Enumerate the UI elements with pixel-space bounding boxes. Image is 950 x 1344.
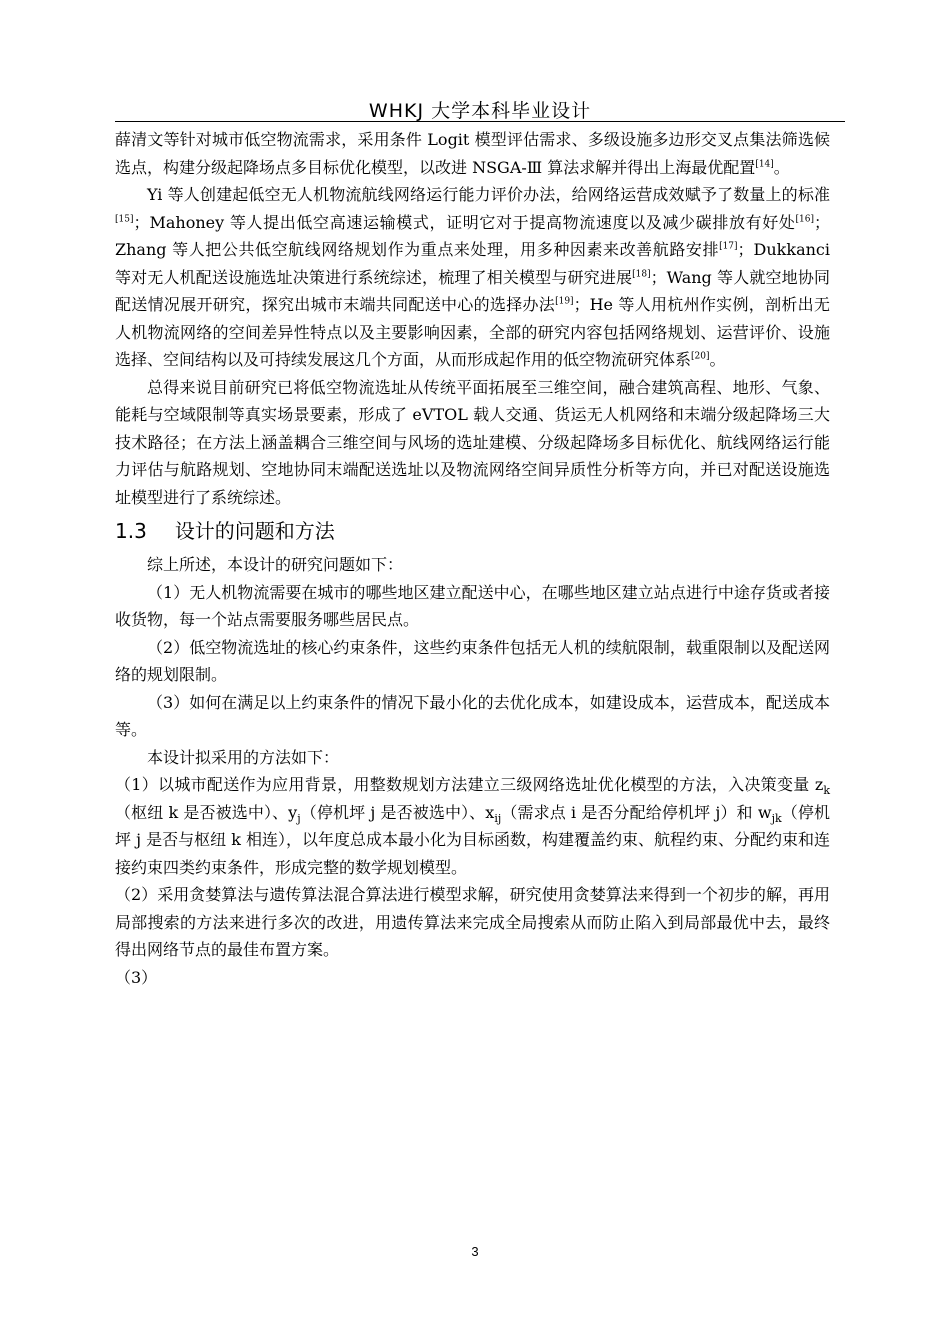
- citation-ref: [20]: [691, 351, 710, 362]
- paragraph-text: （1）以城市配送作为应用背景，用整数规划方法建立三级网络选址优化模型的方法，入决策变量 z: [115, 775, 824, 794]
- paragraph-summary: 总得来说目前研究已将低空物流选址从传统平面拓展至三维空间，融合建筑高程、地形、气象、能耗与空域限制等真实场景要素，形成了 eVTOL 载人交通、货运无人机网络和末端分级起降场三大技术路径；在方法上涵盖耦合三维空间与风场的选址建模、分级起降场多目标优化、航线网络运行能力评估与航路规划、空地协同末端配送选址以及物流网络空间异质性分析等方向，并已对配送设施选址模型进行了系统综述。: [115, 377, 830, 507]
- paragraph-method-2: （2）采用贪婪算法与遗传算法混合算法进行模型求解，研究使用贪婪算法来得到一个初步的解，再用局部搜索的方法来进行多次的改进，用遗传算法来完成全局搜索从而防止陷入到局部最优中去，最终得出网络节点的最佳布置方案。: [115, 885, 830, 959]
- paragraph-text: （枢纽 k 是否被选中）、y: [115, 802, 298, 822]
- paragraph-text: （需求点 i 是否分配给停机坪 j）和 w: [501, 802, 772, 822]
- paragraph-problems-intro: 综上所述，本设计的研究问题如下：: [147, 555, 404, 574]
- citation-ref: [17]: [719, 241, 738, 252]
- paragraph-method-3: （3）: [115, 967, 158, 987]
- paragraph-text: Yi 等人创建起低空无人机物流航线网络运行能力评价办法，给网络运营成效赋予了数量上的标准: [147, 185, 830, 204]
- paragraph-methods-intro: 本设计拟采用的方法如下：: [147, 747, 340, 767]
- variable-subscript: ij: [494, 811, 502, 825]
- paragraph-text: ；Dukkanci 等对无人机配送设施选址决策进行系统综述，梳理了相关模型与研究进展: [115, 240, 830, 287]
- citation-ref: [18]: [632, 269, 651, 280]
- paragraph-text: ；Zhang 等人把公共低空航线网络规划作为重点来处理，用多种因素来改善航路安排: [115, 212, 830, 259]
- citation-ref: [14]: [755, 159, 774, 170]
- section-title: 设计的问题和方法: [174, 519, 335, 543]
- paragraph-problem-1: （1）无人机物流需要在城市的哪些地区建立配送中心，在哪些地区建立站点进行中途存货或者接收货物，每一个站点需要服务哪些居民点。: [115, 582, 830, 629]
- paragraph-problem-2: （2）低空物流选址的核心约束条件，这些约束条件包括无人机的续航限制，载重限制以及配送网络的规划限制。: [115, 637, 830, 684]
- variable-subscript: jk: [771, 811, 782, 825]
- page-header: [115, 94, 845, 124]
- section-number: 1.3: [115, 519, 147, 543]
- paragraph-literature-review: [115, 181, 830, 374]
- paragraph-text: ；Wang 等人就空地协同配送情况展开研究，探究出城市末端共同配送中心的选择办法: [115, 267, 830, 314]
- paragraph-text: 薛清文等针对城市低空物流需求，采用条件 Logit 模型评估需求、多级设施多边形交叉点集法筛选候选点，构建分级起降场点多目标优化模型，以改进 NSGA-Ⅲ 算法求解并得出上海最优配置: [115, 130, 830, 177]
- paragraph-text: （停机坪 j 是否被选中）、x: [300, 802, 495, 822]
- section-heading: [115, 513, 830, 549]
- paragraph-xue-qingwen: [115, 126, 830, 181]
- paragraph-text: （停机坪 j 是否与枢纽 k 相连），以年度总成本最小化为目标函数，构建覆盖约束、航程约束、分配约束和连接约束四类约束条件，形成完整的数学规划模型。: [115, 802, 831, 877]
- paragraph-text: ；He 等人用杭州作实例，剖析出无人机物流网络的空间差异性特点以及主要影响因素，全部的研究内容包括网络规划、运营评价、设施选择、空间结构以及可持续发展这几个方面，从而形成起作用的低空物流研究体系: [115, 295, 830, 369]
- variable-subscript: j: [297, 811, 301, 825]
- header-title: WHKJ 大学本科毕业设计: [368, 100, 592, 122]
- paragraph-end: 。: [773, 157, 790, 177]
- header-rule: [115, 121, 845, 122]
- paragraph-end: 。: [709, 350, 726, 369]
- citation-ref: [19]: [555, 296, 574, 307]
- paragraph-method-1: [115, 771, 830, 881]
- variable-subscript: k: [823, 784, 830, 798]
- citation-ref: [16]: [795, 214, 814, 225]
- document-body: [115, 126, 830, 991]
- paragraph-text: ；Mahoney 等人提出低空高速运输模式，证明它对于提高物流速度以及减少碳排放有好处: [133, 212, 796, 232]
- citation-ref: [15]: [115, 214, 134, 225]
- paragraph-problem-3: （3）如何在满足以上约束条件的情况下最小化的去优化成本，如建设成本，运营成本，配送成本等。: [115, 692, 830, 739]
- page-number: 3: [471, 1244, 479, 1259]
